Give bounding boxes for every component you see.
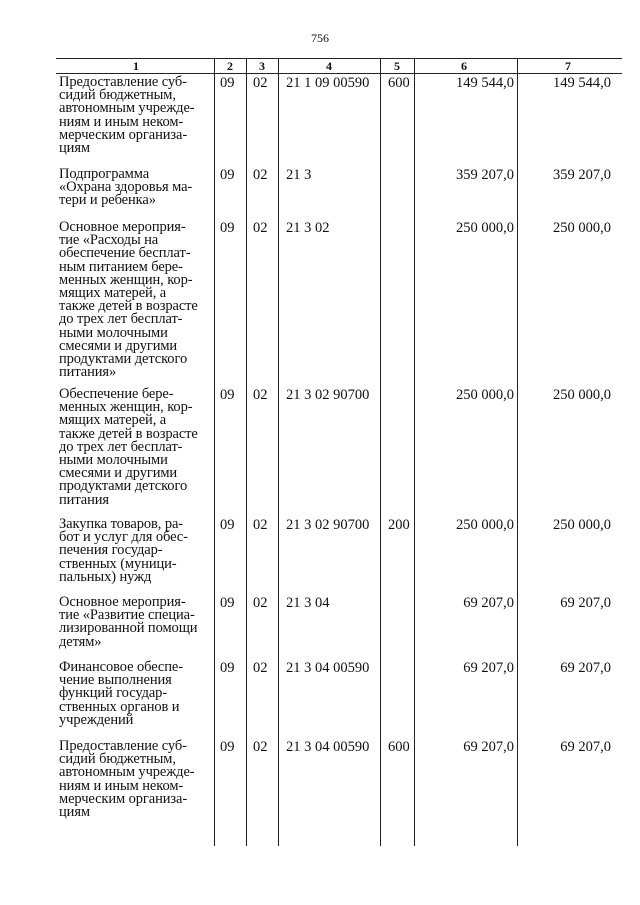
column-divider [214, 58, 215, 846]
cell-amount-1: 69 207,0 [463, 739, 514, 755]
cell-section: 09 [220, 739, 235, 755]
cell-amount-2: 250 000,0 [553, 517, 611, 533]
row-name: Подпрограмма «Охрана здоровья ма- тери и ребенка» [59, 166, 193, 209]
cell-amount-2: 250 000,0 [553, 387, 611, 403]
cell-section: 09 [220, 660, 235, 676]
cell-amount-1: 250 000,0 [456, 387, 514, 403]
column-header-6: 6 [461, 59, 467, 73]
cell-target-article: 21 1 09 00590 [286, 75, 370, 91]
column-header-1: 1 [133, 59, 139, 73]
column-divider [246, 58, 247, 846]
column-header-7: 7 [565, 59, 571, 73]
cell-amount-1: 359 207,0 [456, 167, 514, 183]
column-header-3: 3 [259, 59, 265, 73]
cell-section: 09 [220, 387, 235, 403]
column-header-5: 5 [394, 59, 400, 73]
cell-target-article: 21 3 04 [286, 595, 330, 611]
column-header-4: 4 [326, 59, 332, 73]
cell-amount-2: 149 544,0 [553, 75, 611, 91]
cell-section: 09 [220, 167, 235, 183]
cell-target-article: 21 3 04 00590 [286, 660, 370, 676]
cell-subsection: 02 [253, 387, 268, 403]
row-name: Предоставление суб- сидий бюджетным, автономным учрежде- ниям и иным неком- мерческим организа- циям [59, 738, 195, 821]
cell-amount-1: 250 000,0 [456, 517, 514, 533]
cell-target-article: 21 3 04 00590 [286, 739, 370, 755]
cell-expense-type: 200 [388, 517, 410, 533]
page-number: 756 [311, 31, 329, 45]
cell-subsection: 02 [253, 595, 268, 611]
cell-target-article: 21 3 [286, 167, 312, 183]
cell-amount-2: 69 207,0 [560, 660, 611, 676]
cell-section: 09 [220, 517, 235, 533]
cell-amount-2: 359 207,0 [553, 167, 611, 183]
cell-amount-1: 250 000,0 [456, 220, 514, 236]
column-header-2: 2 [227, 59, 233, 73]
cell-amount-1: 149 544,0 [456, 75, 514, 91]
cell-subsection: 02 [253, 220, 268, 236]
cell-subsection: 02 [253, 660, 268, 676]
column-divider [517, 58, 518, 846]
row-name: Предоставление суб- сидий бюджетным, автономным учрежде- ниям и иным неком- мерческим организа- циям [59, 74, 195, 157]
row-name: Основное мероприя- тие «Развитие специа- лизированной помощи детям» [59, 594, 198, 650]
cell-target-article: 21 3 02 90700 [286, 517, 370, 533]
cell-section: 09 [220, 220, 235, 236]
cell-amount-2: 69 207,0 [560, 739, 611, 755]
cell-expense-type: 600 [388, 739, 410, 755]
cell-expense-type: 600 [388, 75, 410, 91]
cell-amount-1: 69 207,0 [463, 595, 514, 611]
cell-subsection: 02 [253, 75, 268, 91]
row-name: Финансовое обеспе- чение выполнения функций государ- ственных органов и учреждений [59, 659, 183, 728]
row-name: Закупка товаров, ра- бот и услуг для обес- печения государ- ственных (муници- пальных) нужд [59, 516, 188, 585]
cell-target-article: 21 3 02 90700 [286, 387, 370, 403]
cell-subsection: 02 [253, 167, 268, 183]
cell-target-article: 21 3 02 [286, 220, 330, 236]
row-name: Обеспечение бере- менных женщин, кор- мящих матерей, а также детей в возрасте до трех лет бесплат- ными молочными смесями и другими продуктами детского питания [59, 386, 198, 508]
column-divider [414, 58, 415, 846]
cell-amount-2: 250 000,0 [553, 220, 611, 236]
cell-subsection: 02 [253, 739, 268, 755]
cell-amount-1: 69 207,0 [463, 660, 514, 676]
table-header [56, 58, 622, 74]
row-name: Основное мероприя- тие «Расходы на обеспечение бесплат- ным питанием бере- менных женщин, кор- мящих матерей, а также детей в возрасте до трех лет бесплат- ными молочными смесями и другими продуктами детского питания» [59, 219, 198, 381]
column-divider [278, 58, 279, 846]
cell-subsection: 02 [253, 517, 268, 533]
cell-amount-2: 69 207,0 [560, 595, 611, 611]
cell-section: 09 [220, 595, 235, 611]
cell-section: 09 [220, 75, 235, 91]
column-divider [380, 58, 381, 846]
